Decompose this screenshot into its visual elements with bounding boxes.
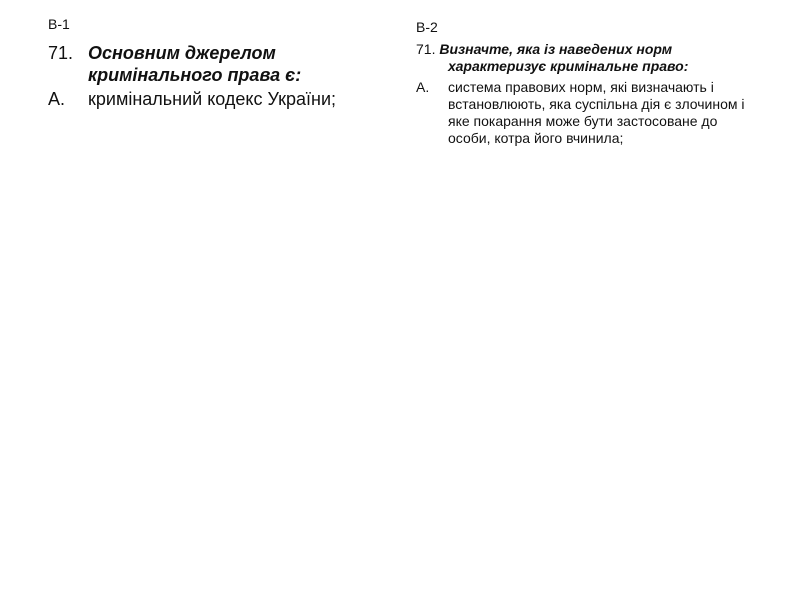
variant-2-answer: [416, 79, 766, 147]
variant-1-question-number: 71.: [48, 43, 74, 63]
variant-1-question: [48, 42, 388, 86]
variant-2-answer-letter: А.: [416, 79, 430, 95]
variant-1-answer-letter: А.: [48, 89, 66, 109]
variant-1-question-text-line1: Основним джерелом: [88, 43, 276, 63]
variant-2-answer-text: система правових норм, які визначають і встановлюють, яка суспільна дія є злочином і яке покарання може бути застосоване до особи, котра його вчинила;: [448, 79, 745, 146]
variant-2-question-text-line1: Визначте, яка із наведених норм: [439, 41, 673, 57]
variant-1-answer-text: кримінальний кодекс України;: [88, 89, 337, 109]
variant-2-question-text-line2: характеризує кримінальне право:: [448, 58, 689, 74]
variant-2-question: [416, 41, 766, 75]
variant-1-question-text-line2: кримінального права є:: [88, 65, 302, 85]
variant-1-answer: [48, 88, 388, 110]
variant-1-label: В-1: [48, 16, 70, 32]
variant-2-question-number: 71.: [416, 41, 436, 57]
variant-2-label: В-2: [416, 19, 438, 35]
